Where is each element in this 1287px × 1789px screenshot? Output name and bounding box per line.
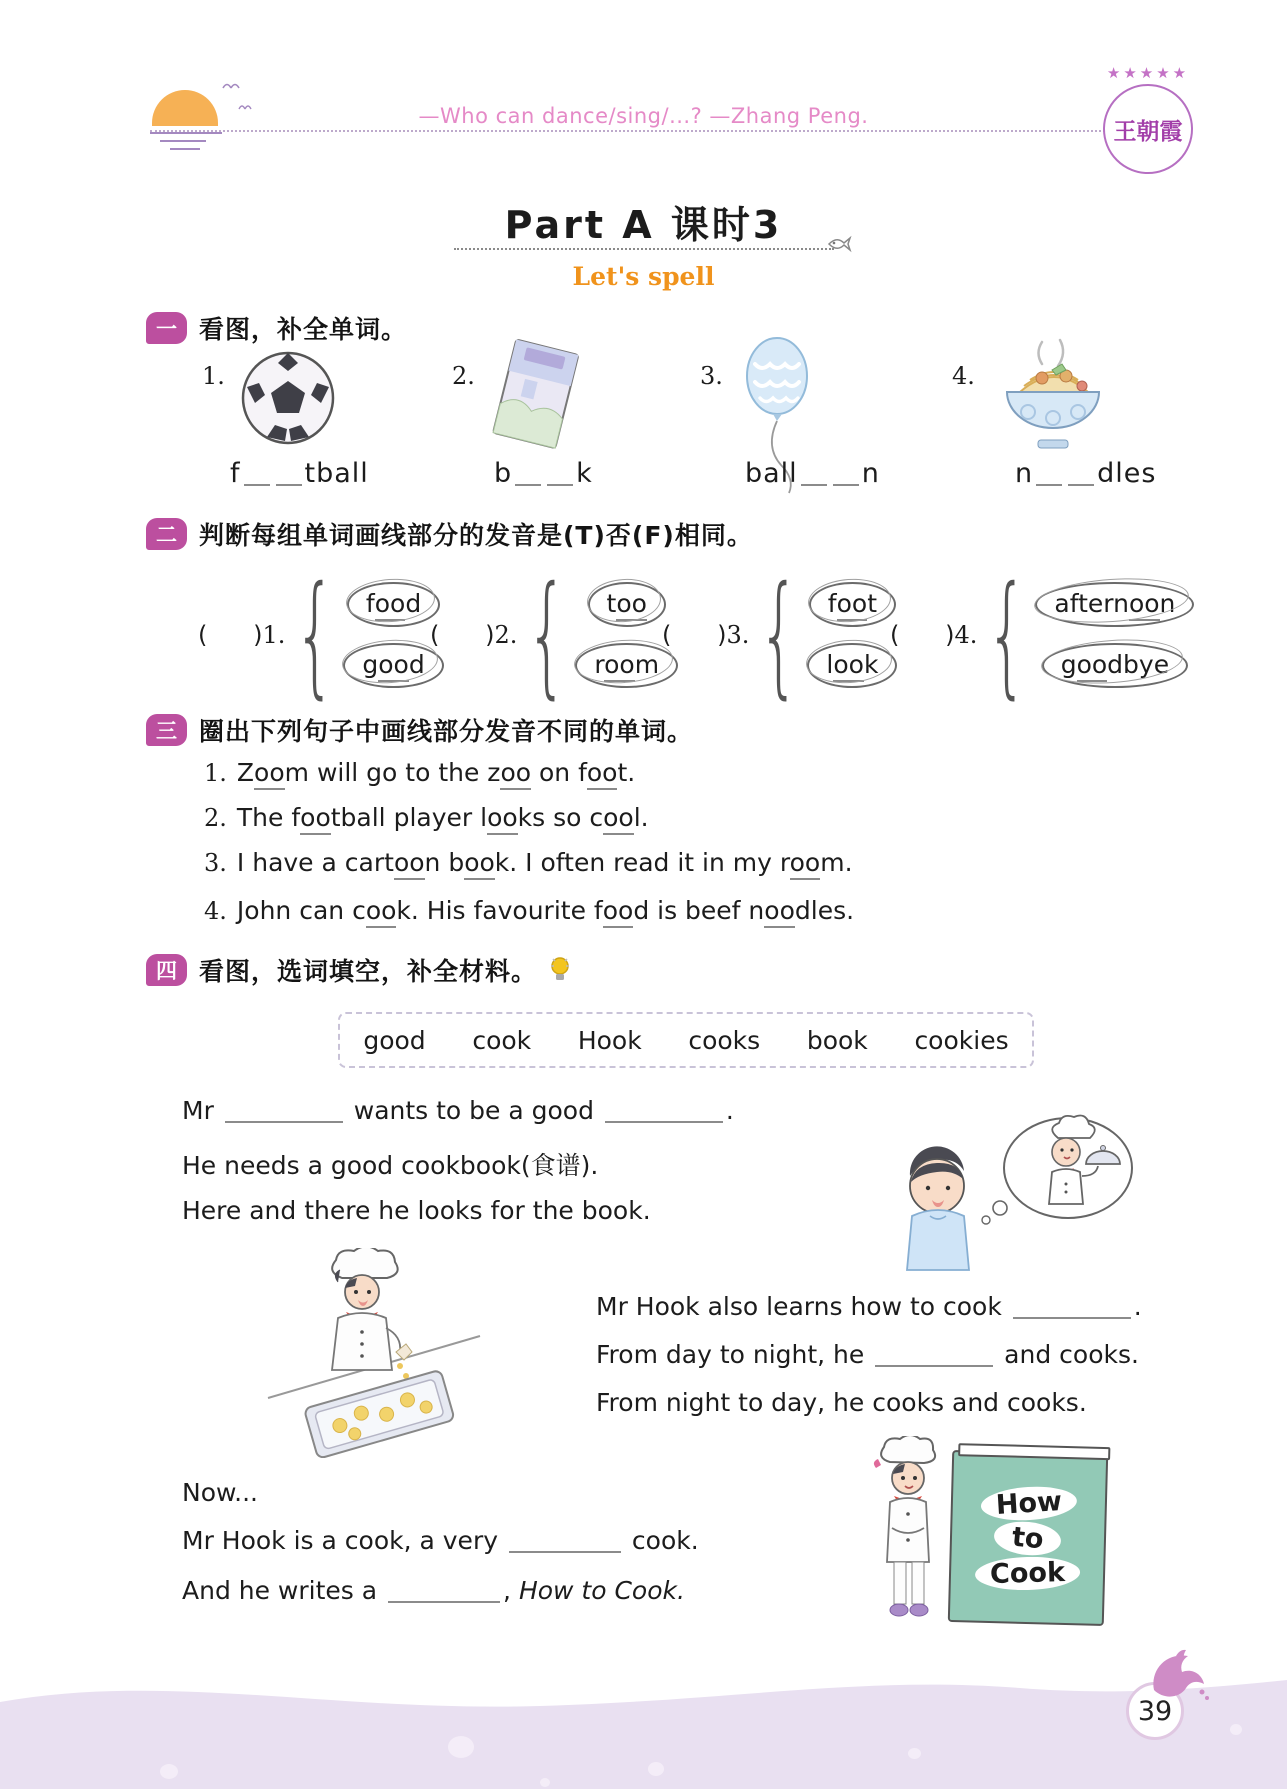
sentence-text: John can cook. His favourite food is beef noodles.: [237, 896, 854, 928]
item-number: 4.: [952, 362, 975, 390]
answer-slot: ( ): [662, 621, 727, 649]
section2-header: [146, 516, 753, 552]
sentence-item: [204, 803, 649, 832]
story-line: Mr Hook also learns how to cook .: [596, 1292, 1142, 1321]
sound-pair: [662, 556, 897, 714]
story-line: And he writes a , How to Cook.: [182, 1576, 685, 1605]
water-line: [160, 140, 206, 142]
sentence-number: 3.: [204, 849, 227, 877]
bubble-decoration: [160, 1764, 178, 1779]
answer-word: f tball: [230, 458, 369, 489]
sentence-text: I have a cartoon book. I often read it in my room.: [237, 848, 853, 880]
story-line: From night to day, he cooks and cooks.: [596, 1388, 1087, 1417]
book-cover-word: Cook: [974, 1555, 1080, 1591]
word-bank-word: Hook: [577, 1025, 642, 1055]
noodles-illustration: [990, 336, 1116, 454]
pair-number: 3.: [726, 621, 750, 649]
brand-badge: [1078, 64, 1218, 174]
sound-pair: [890, 556, 1194, 714]
word-bank-word: cook: [472, 1025, 532, 1055]
pair-number: 4.: [954, 621, 978, 649]
item-number: 1.: [202, 362, 225, 390]
section1-header: [146, 310, 407, 346]
lesson-subtitle: Let's spell: [572, 262, 715, 291]
answer-slot: ( ): [890, 621, 955, 649]
word-bank-word: good: [363, 1025, 426, 1055]
answer-word: ball n: [745, 458, 880, 489]
sentence-number: 4.: [204, 897, 227, 925]
how-to-cook-book: [948, 1450, 1108, 1626]
word-bank-word: book: [806, 1025, 868, 1055]
header-quote: —Who can dance/sing/...? —Zhang Peng.: [418, 104, 869, 128]
word-bank-word: cookies: [914, 1025, 1009, 1055]
sound-pair: [430, 556, 678, 714]
boy-dreaming-illustration: [880, 1112, 1140, 1272]
story-line: From day to night, he and cooks.: [596, 1340, 1139, 1369]
word-oval: room: [575, 643, 678, 688]
brace-glyph: {: [758, 558, 801, 712]
section4-header: [146, 952, 571, 988]
sentence-number: 1.: [204, 759, 227, 787]
section4-instruction: 看图，选词填空，补全材料。: [199, 957, 538, 986]
brace-glyph: {: [986, 558, 1029, 712]
page-title: Part A 课时3: [504, 203, 783, 247]
sentence-text: Zoom will go to the zoo on foot.: [237, 758, 635, 790]
section1-instruction: 看图，补全单词。: [199, 315, 408, 344]
answer-word: b k: [494, 458, 593, 489]
section3-instruction: 圈出下列句子中画线部分发音不同的单词。: [199, 717, 694, 746]
word-oval: goodbye: [1042, 643, 1188, 688]
story-line: Here and there he looks for the book.: [182, 1196, 651, 1225]
word-oval: afternoon: [1035, 582, 1194, 627]
section3-tag: 三: [146, 714, 187, 746]
pair-number: 2.: [494, 621, 518, 649]
bubble-decoration: [908, 1748, 921, 1759]
word-oval: foot: [809, 582, 896, 627]
header-divider: [150, 130, 1145, 132]
bubble-decoration: [448, 1736, 474, 1758]
water-line: [170, 148, 200, 150]
story-line: Now...: [182, 1478, 258, 1507]
story-line: He needs a good cookbook(食谱).: [182, 1151, 599, 1180]
sentence-text: The football player looks so cool.: [237, 803, 649, 835]
story-line: Mr Hook is a cook, a very cook.: [182, 1526, 699, 1555]
footer-wave: [0, 1660, 1287, 1789]
sentence-item: [204, 758, 635, 787]
sentence-item: [204, 896, 854, 925]
word-oval: good: [343, 643, 443, 688]
sentence-item: [204, 848, 853, 877]
bird-icon: [222, 80, 242, 90]
item-number: 2.: [452, 362, 475, 390]
word-bank: [338, 1012, 1034, 1068]
answer-slot: ( ): [198, 621, 263, 649]
dolphin-icon: [1146, 1648, 1212, 1704]
fish-icon: [826, 234, 854, 254]
word-bank-word: cooks: [688, 1025, 761, 1055]
section3-header: [146, 712, 693, 748]
stars-icon: ★★★★★: [1106, 64, 1190, 82]
brace-glyph: {: [294, 558, 337, 712]
lightbulb-icon: [549, 956, 571, 984]
chef-baking-illustration: [250, 1248, 508, 1458]
brace-glyph: {: [526, 558, 569, 712]
book-cover-word: to: [993, 1518, 1063, 1557]
football-illustration: [238, 348, 338, 448]
bubble-decoration: [1230, 1724, 1242, 1735]
item-number: 3.: [700, 362, 723, 390]
brand-badge-name: 王朝霞: [1103, 84, 1193, 174]
page-number: 39: [1126, 1682, 1184, 1740]
answer-word: n dles: [1015, 458, 1157, 489]
bubble-decoration: [540, 1778, 550, 1787]
section2-tag: 二: [146, 518, 187, 550]
word-oval: look: [807, 643, 897, 688]
section1-tag: 一: [146, 312, 187, 344]
answer-slot: ( ): [430, 621, 495, 649]
sound-pair: [198, 556, 444, 714]
section2-instruction: 判断每组单词画线部分的发音是(T)否(F)相同。: [199, 521, 753, 550]
bubble-decoration: [648, 1762, 664, 1776]
story-line: Mr wants to be a good .: [182, 1096, 734, 1125]
section4-tag: 四: [146, 954, 187, 986]
title-divider: [454, 248, 834, 250]
book-cover-word: How: [980, 1484, 1078, 1523]
chef-with-book-illustration: [862, 1436, 957, 1626]
word-oval: food: [347, 582, 440, 627]
sentence-number: 2.: [204, 804, 227, 832]
word-oval: too: [588, 582, 666, 627]
water-line: [150, 132, 222, 134]
book-illustration: [488, 338, 584, 456]
pair-number: 1.: [262, 621, 286, 649]
